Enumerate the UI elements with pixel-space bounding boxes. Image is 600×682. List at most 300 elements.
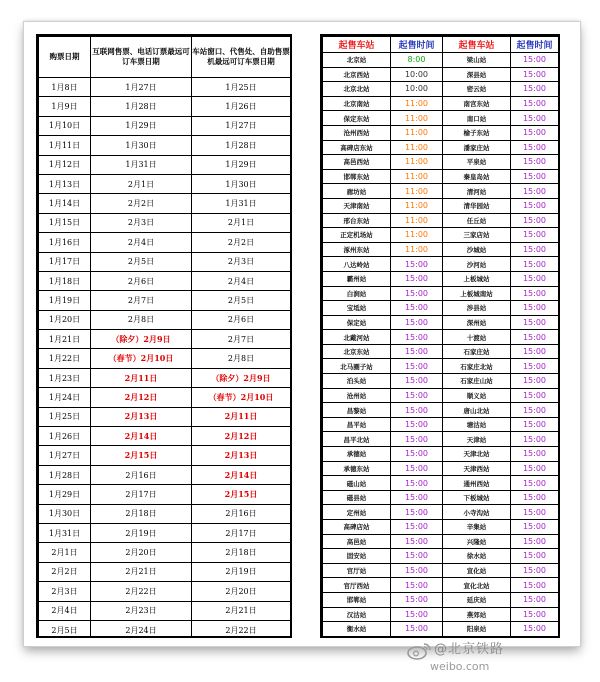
- table-row: [323, 447, 559, 462]
- station-name-cell: 石家庄山站: [443, 374, 511, 389]
- station-name-cell: 八达岭站: [323, 257, 391, 272]
- window-date-cell: 1月29日: [192, 155, 291, 174]
- sale-time-cell: 15:00: [511, 67, 559, 82]
- online-date-cell: 2月7日: [91, 291, 192, 310]
- sale-time-cell: 15:00: [511, 140, 559, 155]
- online-date-cell: 2月13日: [91, 407, 192, 426]
- sale-time-cell: 15:00: [511, 271, 559, 286]
- buy-date-cell: 1月21日: [39, 330, 91, 349]
- schedule-sheet: [24, 22, 580, 646]
- table-row: [323, 549, 559, 564]
- sale-time-cell: 15:00: [511, 96, 559, 111]
- window-date-cell: 2月20日: [192, 582, 291, 601]
- station-name-cell: 石家庄北站: [443, 359, 511, 374]
- sale-time-cell: 15:00: [511, 82, 559, 97]
- window-date-cell: 1月26日: [192, 97, 291, 116]
- sale-time-cell: 10:00: [391, 82, 443, 97]
- sale-time-cell: 15:00: [511, 607, 559, 622]
- header-station-2: 起售车站: [443, 37, 511, 53]
- table-row: [39, 136, 291, 155]
- online-date-cell: 2月18日: [91, 504, 192, 523]
- sale-time-cell: 15:00: [511, 622, 559, 637]
- online-date-cell: 2月16日: [91, 465, 192, 484]
- table-row: [323, 111, 559, 126]
- table-row: [323, 67, 559, 82]
- sale-time-cell: 11:00: [391, 140, 443, 155]
- window-date-cell: 2月11日: [192, 407, 291, 426]
- station-name-cell: 徐水站: [443, 549, 511, 564]
- sale-time-cell: 11:00: [391, 213, 443, 228]
- sale-time-cell: 15:00: [391, 286, 443, 301]
- station-name-cell: 任丘站: [443, 213, 511, 228]
- window-date-cell: 2月1日: [192, 213, 291, 232]
- sale-time-cell: 15:00: [391, 344, 443, 359]
- sale-time-cell: 15:00: [511, 447, 559, 462]
- station-name-cell: 沧州站: [323, 388, 391, 403]
- station-name-cell: 上板城南站: [443, 286, 511, 301]
- sale-time-cell: 11:00: [391, 242, 443, 257]
- header-buy-date: 购票日期: [39, 37, 91, 78]
- table-row: [323, 169, 559, 184]
- station-name-cell: 清华园站: [443, 198, 511, 213]
- table-row: [39, 291, 291, 310]
- station-name-cell: 深州站: [443, 315, 511, 330]
- window-date-cell: 2月18日: [192, 543, 291, 562]
- station-name-cell: 梁山站: [443, 53, 511, 68]
- sale-time-cell: 15:00: [391, 271, 443, 286]
- online-date-cell: （除夕）2月9日: [91, 330, 192, 349]
- table-row: [323, 592, 559, 607]
- station-name-cell: 北京站: [323, 53, 391, 68]
- station-name-cell: 北京北站: [323, 82, 391, 97]
- online-date-cell: 2月17日: [91, 485, 192, 504]
- weibo-logo-icon: [406, 642, 432, 660]
- station-name-cell: 天津西站: [443, 461, 511, 476]
- online-date-cell: 2月24日: [91, 620, 192, 638]
- window-date-cell: 2月12日: [192, 427, 291, 446]
- window-date-cell: 2月21日: [192, 601, 291, 620]
- table-row: [323, 82, 559, 97]
- watermark-account-name: @北京铁路: [434, 642, 505, 657]
- sale-time-cell: 15:00: [391, 607, 443, 622]
- station-name-cell: 昌平北站: [323, 432, 391, 447]
- sale-time-cell: 15:00: [391, 432, 443, 447]
- buy-date-cell: 1月16日: [39, 233, 91, 252]
- window-date-cell: 1月31日: [192, 194, 291, 213]
- table-row: [323, 622, 559, 637]
- sale-time-cell: 15:00: [391, 563, 443, 578]
- sale-time-cell: 15:00: [511, 257, 559, 272]
- buy-date-cell: 1月20日: [39, 310, 91, 329]
- table-row: [323, 432, 559, 447]
- table-row: [39, 310, 291, 329]
- buy-date-cell: 1月25日: [39, 407, 91, 426]
- table-row: [39, 543, 291, 562]
- station-name-cell: 宣化站: [443, 563, 511, 578]
- table-row: [39, 78, 291, 97]
- station-name-cell: 塘沽站: [443, 417, 511, 432]
- sale-time-cell: 15:00: [511, 490, 559, 505]
- station-name-cell: 深县站: [443, 67, 511, 82]
- sale-time-cell: 15:00: [511, 563, 559, 578]
- station-name-cell: 廊坊站: [323, 184, 391, 199]
- table-row: [323, 228, 559, 243]
- sale-time-cell: 15:00: [511, 476, 559, 491]
- sale-time-cell: 15:00: [511, 432, 559, 447]
- header-time-2: 起售时间: [511, 37, 559, 53]
- buy-date-cell: 1月19日: [39, 291, 91, 310]
- table-row: [39, 233, 291, 252]
- sale-time-cell: 15:00: [391, 505, 443, 520]
- buy-date-cell: 1月10日: [39, 116, 91, 135]
- station-name-cell: 沙河站: [443, 257, 511, 272]
- window-date-cell: 2月3日: [192, 252, 291, 271]
- online-date-cell: 2月2日: [91, 194, 192, 213]
- online-date-cell: 1月28日: [91, 97, 192, 116]
- sale-time-cell: 15:00: [511, 344, 559, 359]
- station-sale-time-table: [322, 36, 559, 638]
- table-row: [39, 97, 291, 116]
- sale-time-cell: 11:00: [391, 169, 443, 184]
- table-row: [323, 125, 559, 140]
- presale-date-panel: [36, 34, 292, 638]
- table-row: [323, 461, 559, 476]
- table-row: [39, 271, 291, 290]
- table-row: [323, 184, 559, 199]
- station-name-cell: 平泉站: [443, 155, 511, 170]
- online-date-cell: 2月5日: [91, 252, 192, 271]
- header-online-date: 互联网售票、电话订票最远可订车票日期: [91, 37, 192, 78]
- sale-time-cell: 15:00: [511, 286, 559, 301]
- sale-time-cell: [511, 636, 559, 638]
- table-row: [39, 485, 291, 504]
- station-name-cell: 北京西站: [323, 67, 391, 82]
- sale-time-cell: 15:00: [511, 520, 559, 535]
- station-name-cell: 小寺沟站: [443, 505, 511, 520]
- sale-time-cell: 11:00: [391, 184, 443, 199]
- station-name-cell: 上板城站: [443, 271, 511, 286]
- buy-date-cell: 1月30日: [39, 504, 91, 523]
- table-row: [39, 407, 291, 426]
- presale-date-table: [38, 36, 291, 638]
- online-date-cell: 2月1日: [91, 174, 192, 193]
- station-name-cell: 保定东站: [323, 111, 391, 126]
- station-name-cell: 石家庄站: [443, 344, 511, 359]
- station-name-cell: 天津站: [443, 432, 511, 447]
- table-row: [323, 534, 559, 549]
- sale-time-cell: 15:00: [391, 359, 443, 374]
- window-date-cell: 1月27日: [192, 116, 291, 135]
- buy-date-cell: 1月27日: [39, 446, 91, 465]
- sale-time-cell: 15:00: [511, 461, 559, 476]
- station-name-cell: 北马圈子站: [323, 359, 391, 374]
- table-row: [323, 417, 559, 432]
- table-row: [39, 330, 291, 349]
- table-row: [323, 476, 559, 491]
- window-date-cell: 2月4日: [192, 271, 291, 290]
- sale-time-cell: 15:00: [391, 374, 443, 389]
- sale-time-cell: 15:00: [391, 578, 443, 593]
- table-row: [323, 578, 559, 593]
- sale-time-cell: 15:00: [511, 184, 559, 199]
- table-row: [323, 257, 559, 272]
- table-row: [323, 374, 559, 389]
- sale-time-cell: 15:00: [511, 301, 559, 316]
- station-name-cell: [323, 636, 391, 638]
- sale-time-cell: 11:00: [391, 125, 443, 140]
- buy-date-cell: 1月17日: [39, 252, 91, 271]
- station-name-cell: 高邑西站: [323, 155, 391, 170]
- buy-date-cell: 1月12日: [39, 155, 91, 174]
- table-header-row: [39, 37, 291, 78]
- online-date-cell: 2月3日: [91, 213, 192, 232]
- window-date-cell: 2月17日: [192, 523, 291, 542]
- window-date-cell: （春节）2月10日: [192, 388, 291, 407]
- station-name-cell: 秦皇岛站: [443, 169, 511, 184]
- online-date-cell: 2月12日: [91, 388, 192, 407]
- window-date-cell: （除夕）2月9日: [192, 368, 291, 387]
- window-date-cell: 2月5日: [192, 291, 291, 310]
- table-row: [323, 155, 559, 170]
- table-row: [39, 465, 291, 484]
- station-name-cell: 昌平站: [323, 417, 391, 432]
- station-name-cell: 磁山站: [323, 476, 391, 491]
- sale-time-cell: 15:00: [511, 228, 559, 243]
- station-name-cell: 南口站: [443, 111, 511, 126]
- sale-time-cell: 15:00: [511, 534, 559, 549]
- sale-time-cell: 15:00: [391, 417, 443, 432]
- sale-time-cell: 15:00: [511, 242, 559, 257]
- table-row: [323, 520, 559, 535]
- station-name-cell: 泊头站: [323, 374, 391, 389]
- table-row: [323, 301, 559, 316]
- sale-time-cell: 15:00: [511, 592, 559, 607]
- table-row: [323, 607, 559, 622]
- sale-time-cell: 11:00: [391, 111, 443, 126]
- sale-time-cell: 15:00: [391, 257, 443, 272]
- online-date-cell: 2月4日: [91, 233, 192, 252]
- station-name-cell: 高碑店东站: [323, 140, 391, 155]
- window-date-cell: 2月7日: [192, 330, 291, 349]
- window-date-cell: 2月16日: [192, 504, 291, 523]
- table-row: [39, 155, 291, 174]
- online-date-cell: 1月29日: [91, 116, 192, 135]
- window-date-cell: 2月6日: [192, 310, 291, 329]
- buy-date-cell: 2月4日: [39, 601, 91, 620]
- table-row: [323, 505, 559, 520]
- station-name-cell: 延庆站: [443, 592, 511, 607]
- online-date-cell: 2月20日: [91, 543, 192, 562]
- station-name-cell: 天津南站: [323, 198, 391, 213]
- station-name-cell: 清河站: [443, 184, 511, 199]
- station-name-cell: 宣化北站: [443, 578, 511, 593]
- station-name-cell: 沧州西站: [323, 125, 391, 140]
- station-name-cell: 通州西站: [443, 476, 511, 491]
- station-name-cell: 保定站: [323, 315, 391, 330]
- station-name-cell: 三家店站: [443, 228, 511, 243]
- sale-time-cell: 15:00: [511, 374, 559, 389]
- table-row: [39, 620, 291, 638]
- station-name-cell: 沙城站: [443, 242, 511, 257]
- sale-time-cell: 15:00: [391, 461, 443, 476]
- sale-time-cell: 11:00: [391, 228, 443, 243]
- station-name-cell: 天津北站: [443, 447, 511, 462]
- sale-time-cell: 15:00: [511, 505, 559, 520]
- table-row: [323, 140, 559, 155]
- station-name-cell: 兴隆站: [443, 534, 511, 549]
- station-name-cell: 辛集站: [443, 520, 511, 535]
- online-date-cell: 2月8日: [91, 310, 192, 329]
- table-row: [39, 562, 291, 581]
- table-row: [39, 252, 291, 271]
- buy-date-cell: 1月11日: [39, 136, 91, 155]
- header-station-1: 起售车站: [323, 37, 391, 53]
- sale-time-cell: 15:00: [391, 476, 443, 491]
- sale-time-cell: 15:00: [511, 549, 559, 564]
- table-row: [323, 403, 559, 418]
- online-date-cell: 2月14日: [91, 427, 192, 446]
- table-row: [39, 194, 291, 213]
- buy-date-cell: 1月9日: [39, 97, 91, 116]
- sale-time-cell: 15:00: [391, 330, 443, 345]
- station-name-cell: 官厅西站: [323, 578, 391, 593]
- buy-date-cell: 1月26日: [39, 427, 91, 446]
- window-date-cell: 2月22日: [192, 620, 291, 638]
- sale-time-cell: 15:00: [511, 417, 559, 432]
- buy-date-cell: 2月2日: [39, 562, 91, 581]
- sale-time-cell: 15:00: [511, 403, 559, 418]
- sale-time-cell: 8:00: [391, 53, 443, 68]
- station-name-cell: 北京东站: [323, 344, 391, 359]
- station-name-cell: 北戴河站: [323, 330, 391, 345]
- sale-time-cell: 15:00: [511, 388, 559, 403]
- station-name-cell: 密云站: [443, 82, 511, 97]
- buy-date-cell: 2月3日: [39, 582, 91, 601]
- table-row: [323, 198, 559, 213]
- table-row: [323, 213, 559, 228]
- table-row: [323, 242, 559, 257]
- online-date-cell: 2月23日: [91, 601, 192, 620]
- sale-time-cell: 15:00: [511, 213, 559, 228]
- station-name-cell: 霸州站: [323, 271, 391, 286]
- station-name-cell: 高邑站: [323, 534, 391, 549]
- online-date-cell: 1月27日: [91, 78, 192, 97]
- station-name-cell: 固安站: [323, 549, 391, 564]
- buy-date-cell: 1月24日: [39, 388, 91, 407]
- station-name-cell: 正定机场站: [323, 228, 391, 243]
- table-row: [323, 53, 559, 68]
- station-sale-time-panel: [320, 34, 560, 638]
- sale-time-cell: 15:00: [511, 169, 559, 184]
- table-row: [323, 490, 559, 505]
- buy-date-cell: 1月18日: [39, 271, 91, 290]
- table-row: [39, 349, 291, 368]
- buy-date-cell: 2月5日: [39, 620, 91, 638]
- station-name-cell: 高碑店站: [323, 520, 391, 535]
- station-name-cell: 十渡站: [443, 330, 511, 345]
- table-row: [39, 213, 291, 232]
- sale-time-cell: 15:00: [391, 490, 443, 505]
- buy-date-cell: 1月22日: [39, 349, 91, 368]
- buy-date-cell: 1月28日: [39, 465, 91, 484]
- table-row: [39, 116, 291, 135]
- station-name-cell: 邢台东站: [323, 213, 391, 228]
- station-name-cell: 涉县站: [443, 301, 511, 316]
- sale-time-cell: 15:00: [391, 388, 443, 403]
- station-name-cell: 涿州东站: [323, 242, 391, 257]
- buy-date-cell: 1月31日: [39, 523, 91, 542]
- sale-time-cell: 15:00: [391, 549, 443, 564]
- online-date-cell: 2月11日: [91, 368, 192, 387]
- buy-date-cell: 1月14日: [39, 194, 91, 213]
- sale-time-cell: 10:00: [391, 67, 443, 82]
- header-time-1: 起售时间: [391, 37, 443, 53]
- sale-time-cell: 15:00: [391, 301, 443, 316]
- table-row: [39, 601, 291, 620]
- table-row: [323, 330, 559, 345]
- sale-time-cell: 15:00: [391, 520, 443, 535]
- sale-time-cell: 15:00: [511, 198, 559, 213]
- window-date-cell: 2月2日: [192, 233, 291, 252]
- table-row: [323, 96, 559, 111]
- sale-time-cell: 11:00: [391, 155, 443, 170]
- table-row: [39, 388, 291, 407]
- window-date-cell: 2月19日: [192, 562, 291, 581]
- station-name-cell: 汉沽站: [323, 607, 391, 622]
- buy-date-cell: 1月13日: [39, 174, 91, 193]
- station-name-cell: 北京南站: [323, 96, 391, 111]
- window-date-cell: 1月25日: [192, 78, 291, 97]
- buy-date-cell: 1月29日: [39, 485, 91, 504]
- station-name-cell: 潘家庄站: [443, 140, 511, 155]
- sale-time-cell: 15:00: [391, 534, 443, 549]
- online-date-cell: 2月21日: [91, 562, 192, 581]
- sale-time-cell: 15:00: [391, 403, 443, 418]
- station-name-cell: 宝坻站: [323, 301, 391, 316]
- table-row: [39, 427, 291, 446]
- station-name-cell: 顺义站: [443, 388, 511, 403]
- sale-time-cell: 15:00: [511, 111, 559, 126]
- table-row: [323, 359, 559, 374]
- window-date-cell: 2月15日: [192, 485, 291, 504]
- buy-date-cell: 2月1日: [39, 543, 91, 562]
- window-date-cell: 2月8日: [192, 349, 291, 368]
- table-row: [323, 388, 559, 403]
- sale-time-cell: 15:00: [511, 330, 559, 345]
- table-row: [323, 563, 559, 578]
- sale-time-cell: 15:00: [391, 622, 443, 637]
- table-row: [323, 344, 559, 359]
- station-name-cell: 燕郊站: [443, 607, 511, 622]
- buy-date-cell: 1月23日: [39, 368, 91, 387]
- station-name-cell: 衡水站: [323, 622, 391, 637]
- sale-time-cell: 15:00: [391, 315, 443, 330]
- window-date-cell: 1月28日: [192, 136, 291, 155]
- watermark-url: weibo.com: [430, 660, 490, 673]
- table-row: [39, 504, 291, 523]
- station-name-cell: 承德东站: [323, 461, 391, 476]
- window-date-cell: 2月13日: [192, 446, 291, 465]
- station-name-cell: 定州站: [323, 505, 391, 520]
- sale-time-cell: 15:00: [391, 592, 443, 607]
- station-name-cell: 邯郸东站: [323, 169, 391, 184]
- station-name-cell: 榆子东站: [443, 125, 511, 140]
- table-row: [323, 271, 559, 286]
- station-name-cell: 磁县站: [323, 490, 391, 505]
- station-name-cell: 阳泉站: [443, 622, 511, 637]
- table-row: [323, 286, 559, 301]
- buy-date-cell: 1月8日: [39, 78, 91, 97]
